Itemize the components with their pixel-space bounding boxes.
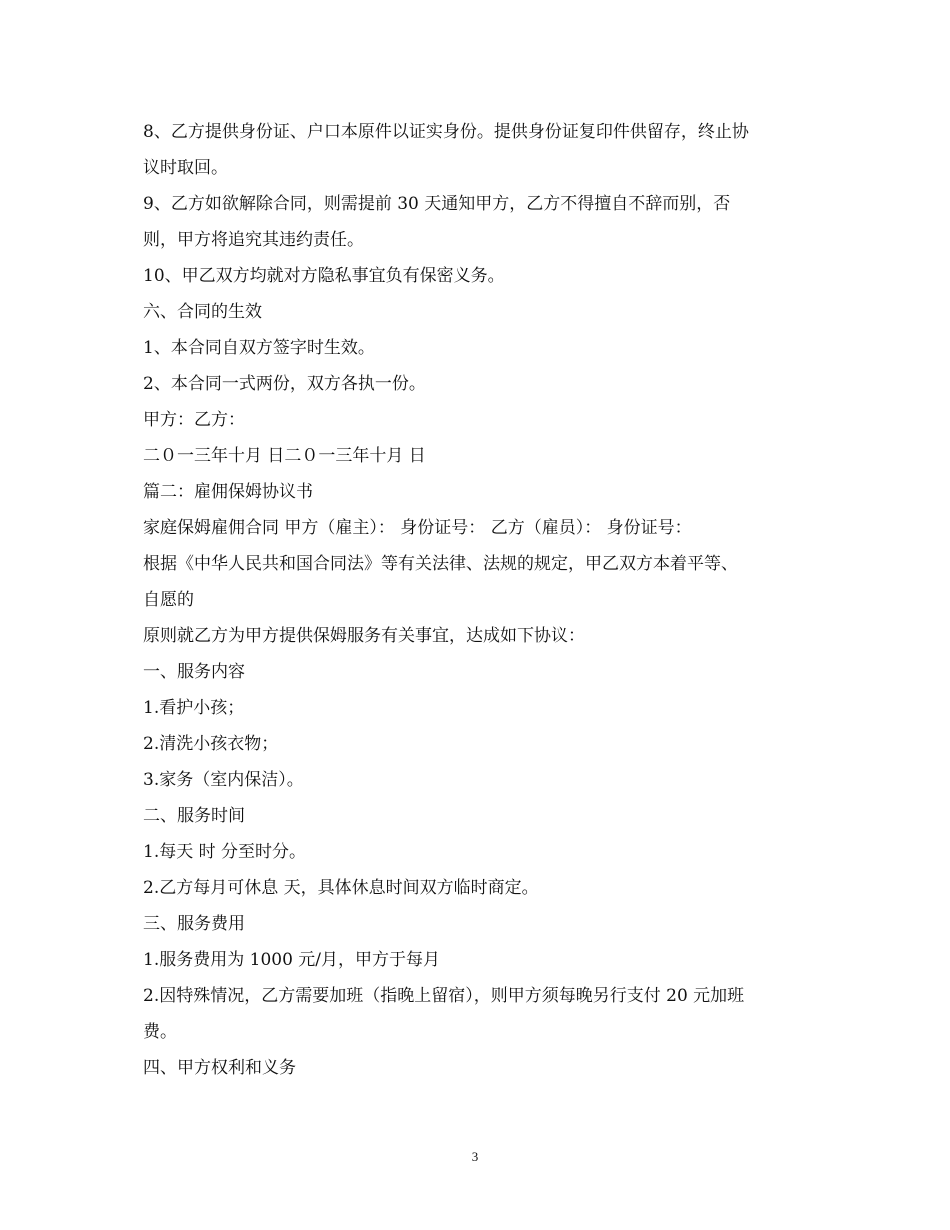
contract-parties: 家庭保姆雇佣合同 甲方（雇主）： 身份证号： 乙方（雇员）： 身份证号：: [143, 518, 692, 538]
section-heading: 一、服务内容: [143, 662, 245, 682]
document-body: [143, 114, 813, 1086]
list-item: 3.家务（室内保洁）。: [143, 770, 304, 790]
signature-parties: 甲方：乙方：: [143, 410, 245, 430]
signature-dates: 二０一三年十月 日二０一三年十月 日: [143, 446, 426, 466]
page-number: 3: [471, 1149, 479, 1164]
body-line: 10、甲乙双方均就对方隐私事宜负有保密义务。: [143, 266, 505, 286]
list-item: 1.服务费用为 1000 元/月，甲方于每月: [143, 950, 441, 970]
section-heading: 三、服务费用: [143, 914, 245, 934]
body-line: 1、本合同自双方签字时生效。: [143, 338, 375, 358]
body-line: 议时取回。: [143, 158, 228, 178]
chapter-title: 篇二：雇佣保姆协议书: [143, 482, 313, 502]
body-line: 2、本合同一式两份，双方各执一份。: [143, 374, 426, 394]
body-line: 则，甲方将追究其违约责任。: [143, 230, 364, 250]
body-line: 自愿的: [143, 590, 194, 610]
body-line: 9、乙方如欲解除合同，则需提前 30 天通知甲方，乙方不得擅自不辞而别，否: [143, 194, 731, 214]
list-item: 2.乙方每月可休息 天，具体休息时间双方临时商定。: [143, 878, 539, 898]
section-heading: 四、甲方权利和义务: [143, 1058, 296, 1078]
list-item: 1.每天 时 分至时分。: [143, 842, 307, 862]
body-line: 原则就乙方为甲方提供保姆服务有关事宜，达成如下协议：: [143, 626, 585, 646]
list-item: 2.因特殊情况，乙方需要加班（指晚上留宿），则甲方须每晚另行支付 20 元加班: [143, 986, 745, 1006]
list-item: 1.看护小孩；: [143, 698, 245, 718]
section-heading: 六、合同的生效: [143, 302, 262, 322]
list-item: 2.清洗小孩衣物；: [143, 734, 279, 754]
body-line: 根据《中华人民共和国合同法》等有关法律、法规的规定，甲乙双方本着平等、: [143, 554, 738, 574]
body-line: 费。: [143, 1022, 177, 1042]
section-heading: 二、服务时间: [143, 806, 245, 826]
body-line: 8、乙方提供身份证、户口本原件以证实身份。提供身份证复印件供留存，终止协: [143, 122, 749, 142]
